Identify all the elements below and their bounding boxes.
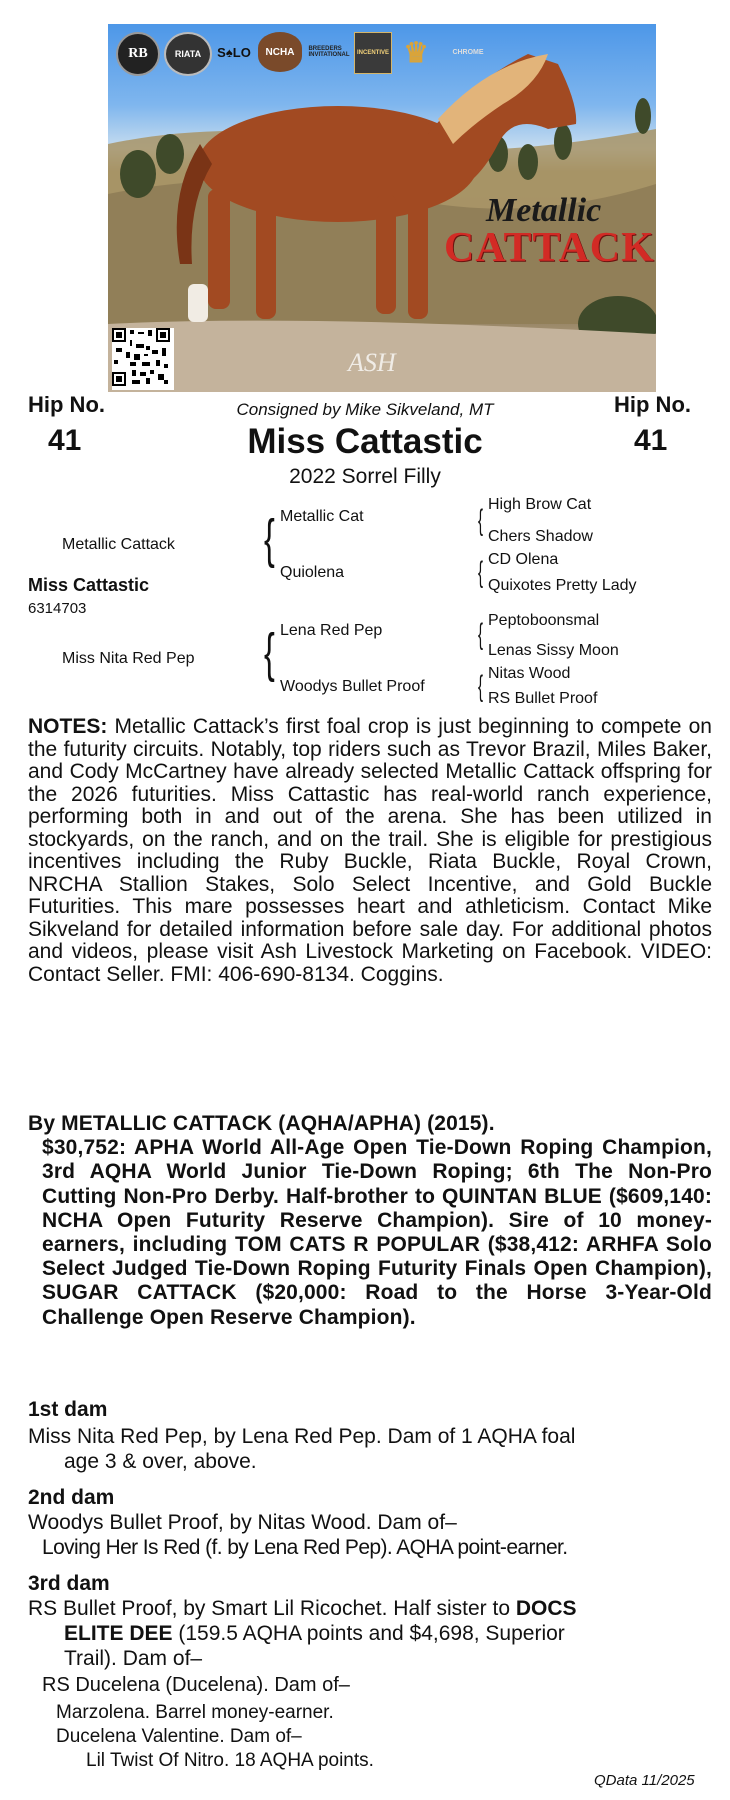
pedigree-dds: Nitas Wood: [488, 665, 571, 682]
third-dam-line2: [28, 1621, 718, 1646]
incentive-logo: INCENTIVE: [354, 32, 392, 74]
first-dam-line2: age 3 & over, above.: [64, 1450, 257, 1473]
consignor-line: Consigned by Mike Sikveland, MT: [236, 400, 494, 419]
brace-icon: {: [478, 670, 484, 703]
rb-logo: RB: [116, 32, 160, 76]
pedigree-sire: Metallic Cattack: [62, 536, 175, 553]
third-dam-line2-rest: (159.5 AQHA points and $4,698, Superior: [172, 1622, 565, 1645]
third-dam-text: [28, 1596, 718, 1671]
pedigree-dam: Miss Nita Red Pep: [62, 650, 195, 667]
notes-paragraph: [28, 716, 712, 986]
pedigree-dam-sire: Lena Red Pep: [280, 622, 383, 639]
third-dam-half-sister-1: DOCS: [515, 1597, 577, 1620]
second-dam-line2: Loving Her Is Red (f. by Lena Red Pep). AQHA point-earner.: [42, 1536, 568, 1559]
pedigree-sds: CD Olena: [488, 551, 559, 568]
third-dam-title: 3rd dam: [28, 1572, 110, 1595]
second-dam-text: [28, 1510, 718, 1560]
hip-number-left: 41: [48, 424, 82, 457]
pedigree-dsd: Lenas Sissy Moon: [488, 642, 619, 659]
first-dam-text: [28, 1424, 718, 1474]
horse-photo: [108, 24, 656, 392]
sire-record: [28, 1112, 712, 1330]
solo-logo: S♠LO: [217, 44, 251, 60]
brace-icon: {: [264, 623, 275, 683]
breeders-invitational-logo: BREEDERS INVITATIONAL: [308, 46, 350, 58]
sire-record-text: $30,752: APHA World All-Age Open Tie-Down Roping Champion, 3rd AQHA World Junior Tie-Down Roping; 6th The Non-Pro Cutting Non-Pro Derby. Half-brother to QUINTAN BLUE ($609,140: NCHA Open Futurity Reserve Champion). Sire of 10 money-earners, including TOM CATS R POPULAR ($38,412: ARHFA Solo Select Judged Tie-Down Roping Futurity Finals Open Champion), SUGAR CATTACK ($20,000: Road to the Horse 3-Year-Old Challenge Open Reserve Champion).: [42, 1136, 712, 1329]
hip-label-left: Hip No.: [28, 392, 105, 417]
third-dam-half-sister-2: ELITE DEE: [64, 1622, 173, 1645]
brace-icon: {: [478, 504, 484, 537]
pedigree-dam-dam: Woodys Bullet Proof: [280, 678, 425, 695]
pedigree-dss: Peptoboonsmal: [488, 612, 600, 629]
third-dam-line1: RS Bullet Proof, by Smart Lil Ricochet. Half sister to: [28, 1597, 516, 1620]
brand-title-line2: CATTACK: [444, 225, 655, 271]
produce-entry: Lil Twist Of Nitro. 18 AQHA points.: [86, 1750, 374, 1771]
brace-icon: {: [478, 618, 484, 651]
third-dam-line3: Trail). Dam of–: [64, 1647, 203, 1670]
brand-title-line1: Metallic: [486, 192, 602, 229]
qr-code[interactable]: [112, 328, 174, 390]
second-dam-title: 2nd dam: [28, 1486, 115, 1509]
chrome-logo: CHROME: [452, 48, 484, 56]
ncha-logo: NCHA: [258, 32, 302, 72]
pedigree-sire-sire: Metallic Cat: [280, 508, 364, 525]
qr-code-icon: [112, 328, 170, 386]
source-footer: QData 11/2025: [594, 1772, 695, 1789]
produce-entry: Marzolena. Barrel money-earner.: [56, 1702, 334, 1723]
brace-icon: {: [478, 556, 484, 589]
notes-label: NOTES:: [28, 715, 108, 738]
hip-label-right: Hip No.: [614, 392, 691, 417]
pedigree-ddd: RS Bullet Proof: [488, 690, 598, 707]
pedigree-sss: High Brow Cat: [488, 496, 592, 513]
crown-icon: ♛: [403, 36, 429, 68]
first-dam-title: 1st dam: [28, 1398, 108, 1421]
sire-record-heading: By METALLIC CATTACK (AQHA/APHA) (2015).: [28, 1112, 495, 1135]
produce-entry: RS Ducelena (Ducelena). Dam of–: [42, 1674, 350, 1696]
photographer-signature: ASH: [348, 348, 396, 377]
notes-text: Metallic Cattack’s first foal crop is just beginning to compete on the futurity circuits. Notably, top riders such as Trevor Brazil, Miles Baker, and Cody McCartney have already selected Metallic Cattack offspring for the 2026 futurities. Miss Cattastic has real-world ranch experience, performing both in and out of the arena. She has been utilized in stockyards, on the ranch, and on the trail. She is eligible for prestigious incentives including the Ruby Buckle, Riata Buckle, Royal Crown, NRCHA Stallion Stakes, Solo Select Incentive, and Gold Buckle Futurities. This mare possesses heart and athleticism. Contact Mike Sikveland for detailed information before sale day. For additional photos and videos, please visit Ash Livestock Marketing on Facebook. VIDEO: Contact Seller. FMI: 406-690-8134. Coggins.: [28, 715, 712, 986]
brace-icon: {: [264, 509, 275, 569]
pedigree-sire-dam: Quiolena: [280, 564, 345, 581]
pedigree-subject: Miss Cattastic: [28, 575, 150, 595]
hip-number-right: 41: [634, 424, 668, 457]
second-dam-line1: Woodys Bullet Proof, by Nitas Wood. Dam of–: [28, 1511, 457, 1534]
registration-number: 6314703: [28, 600, 87, 617]
horse-name: Miss Cattastic: [247, 422, 483, 461]
pedigree-sdd: Quixotes Pretty Lady: [488, 577, 637, 594]
produce-entry: Ducelena Valentine. Dam of–: [56, 1726, 302, 1747]
pedigree-ssd: Chers Shadow: [488, 528, 593, 545]
riata-logo: RIATA: [164, 32, 212, 76]
horse-description: 2022 Sorrel Filly: [289, 465, 441, 488]
first-dam-line1: Miss Nita Red Pep, by Lena Red Pep. Dam of 1 AQHA foal: [28, 1425, 576, 1448]
